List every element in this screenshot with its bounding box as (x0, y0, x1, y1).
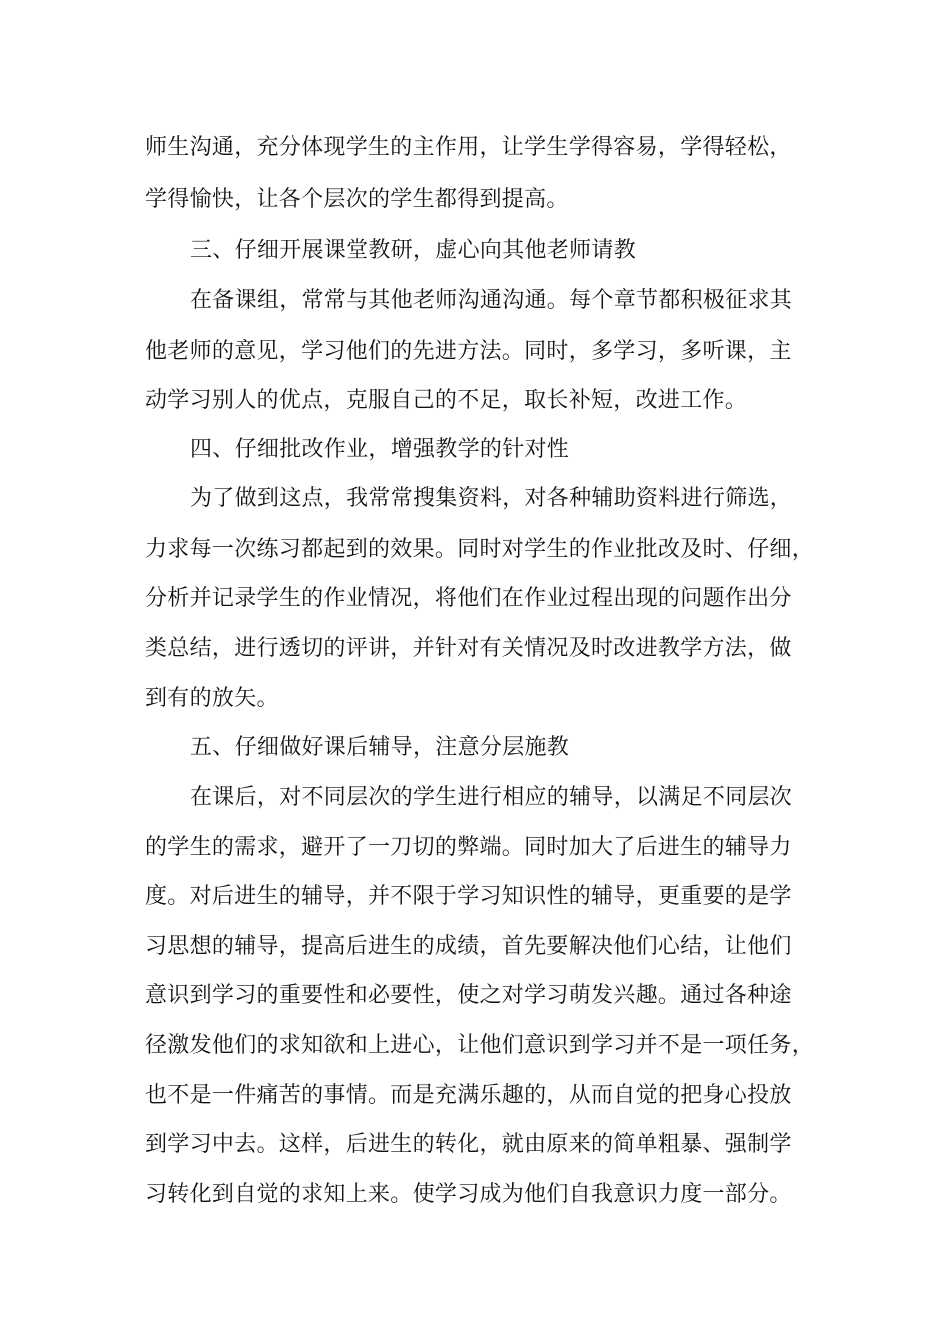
paragraph-line: 在备课组，常常与其他老师沟通沟通。每个章节都积极征求其 (190, 288, 793, 313)
section-heading-4: 四、仔细批改作业，增强教学的针对性 (190, 437, 570, 462)
paragraph-line: 为了做到这点，我常常搜集资料，对各种辅助资料进行筛选， (190, 486, 793, 511)
paragraph-line: 分析并记录学生的作业情况，将他们在作业过程出现的问题作出分 (145, 586, 792, 611)
paragraph-line: 径激发他们的求知欲和上进心，让他们意识到学习并不是一项任务， (145, 1033, 815, 1058)
paragraph-line: 他老师的意见，学习他们的先进方法。同时，多学习，多听课，主 (145, 339, 792, 364)
paragraph-line: 意识到学习的重要性和必要性，使之对学习萌发兴趣。通过各种途 (145, 983, 792, 1008)
paragraph-line: 师生沟通，充分体现学生的主作用，让学生学得容易，学得轻松， (145, 135, 792, 160)
paragraph-line: 动学习别人的优点，克服自己的不足，取长补短，改进工作。 (145, 388, 748, 413)
paragraph-line: 习思想的辅导，提高后进生的成绩，首先要解决他们心结，让他们 (145, 934, 792, 959)
paragraph-line: 力求每一次练习都起到的效果。同时对学生的作业批改及时、仔细， (145, 537, 815, 562)
paragraph-line: 的学生的需求，避开了一刀切的弊端。同时加大了后进生的辅导力 (145, 835, 792, 860)
paragraph-line: 度。对后进生的辅导，并不限于学习知识性的辅导，更重要的是学 (145, 884, 792, 909)
paragraph-line: 类总结，进行透切的评讲，并针对有关情况及时改进教学方法，做 (145, 636, 792, 661)
paragraph-line: 到学习中去。这样，后进生的转化，就由原来的简单粗暴、强制学 (145, 1132, 792, 1157)
paragraph-line: 到有的放矢。 (145, 686, 279, 711)
section-heading-5: 五、仔细做好课后辅导，注意分层施教 (190, 735, 570, 760)
paragraph-line: 在课后，对不同层次的学生进行相应的辅导，以满足不同层次 (190, 785, 793, 810)
paragraph-line: 学得愉快，让各个层次的学生都得到提高。 (145, 187, 569, 212)
paragraph-line: 习转化到自觉的求知上来。使学习成为他们自我意识力度一部分。 (145, 1182, 792, 1207)
section-heading-3: 三、仔细开展课堂教研，虚心向其他老师请教 (190, 238, 637, 263)
paragraph-line: 也不是一件痛苦的事情。而是充满乐趣的，从而自觉的把身心投放 (145, 1083, 792, 1108)
